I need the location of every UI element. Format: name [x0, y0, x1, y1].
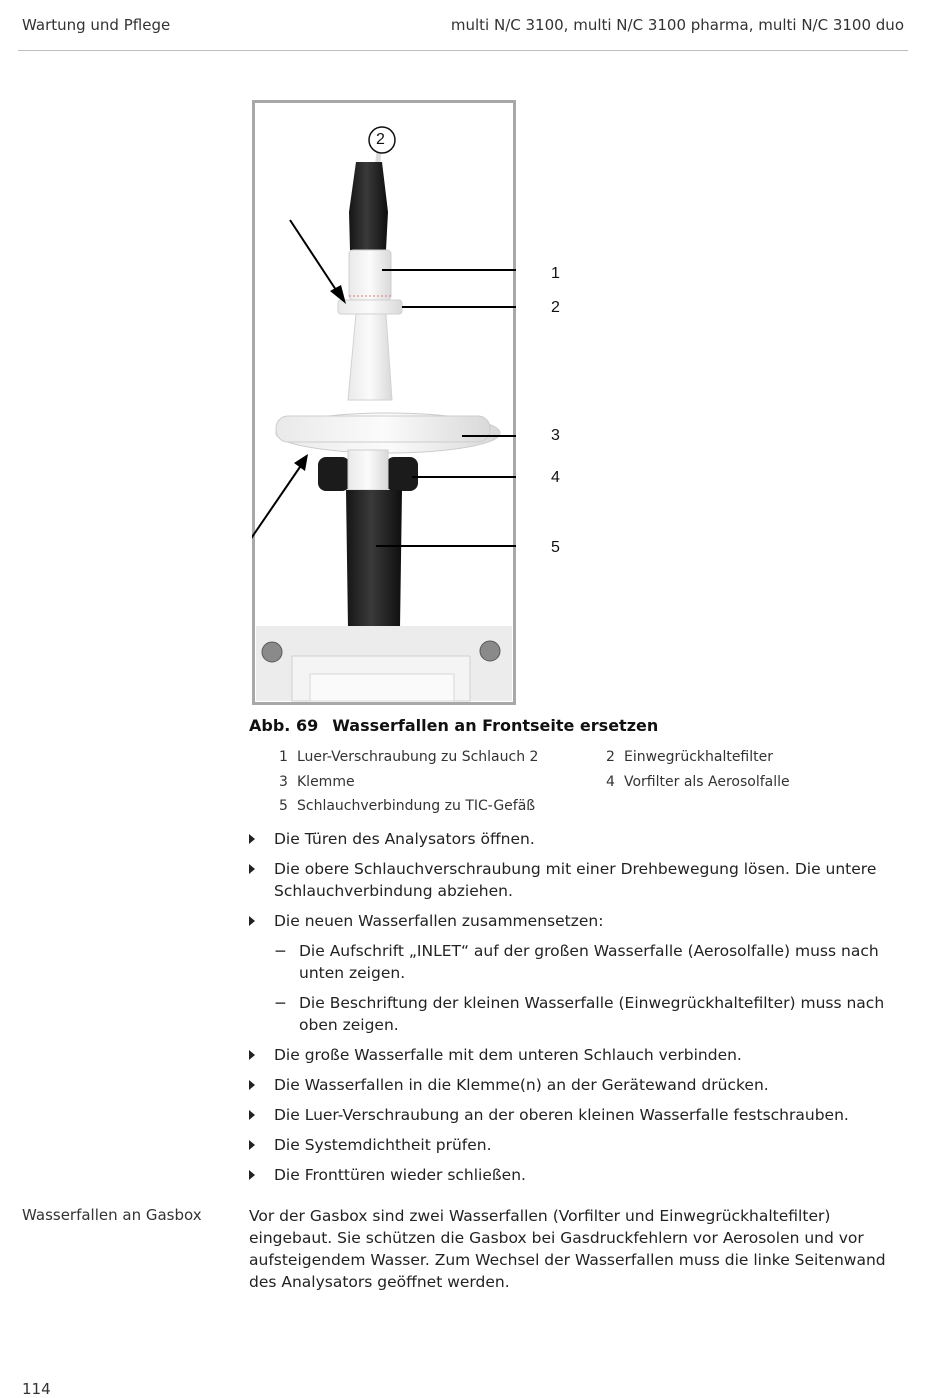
page-number: 114 — [22, 1380, 51, 1398]
caption-title: Wasserfallen an Frontseite ersetzen — [332, 716, 659, 735]
bullet-triangle-icon — [249, 916, 255, 926]
header-divider — [18, 50, 908, 51]
legend-item-3: 3 Klemme — [279, 774, 355, 790]
legend-item-2: 2 Einwegrückhaltefilter — [606, 749, 774, 765]
body-paragraph: Vor der Gasbox sind zwei Wasserfallen (Vorfilter und Einwegrückhaltefilter) eingebaut. Sie schützen die Gasbox bei Gasdruckfehlern vor Aerosolen und vor aufsteigendem Wasser. Zum Wechsel der Wasserfallen muss die linke Seitenwand des Analysators geöffnet werden. — [249, 1207, 886, 1291]
step-item: Die obere Schlauchverschraubung mit einer Drehbewegung lösen. Die untere Schlauchverbindung abziehen. — [249, 858, 909, 902]
running-header-product: multi N/C 3100, multi N/C 3100 pharma, multi N/C 3100 duo — [450, 16, 904, 34]
dash-bullet: − — [274, 994, 287, 1012]
bullet-triangle-icon — [249, 1140, 255, 1150]
callout-2-top: 2 — [376, 131, 385, 148]
substep-item: − Die Beschriftung der kleinen Wasserfalle (Einwegrückhaltefilter) muss nach oben zeigen. — [274, 994, 885, 1034]
callout-4: 4 — [551, 469, 560, 486]
bullet-triangle-icon — [249, 1080, 255, 1090]
bullet-triangle-icon — [249, 1050, 255, 1060]
step-item: Die große Wasserfalle mit dem unteren Schlauch verbinden. — [249, 1044, 909, 1066]
callout-1: 1 — [551, 265, 560, 282]
bullet-triangle-icon — [249, 1170, 255, 1180]
legend-item-5: 5 Schlauchverbindung zu TIC-Gefäß — [279, 798, 536, 814]
substep-item: − Die Aufschrift „INLET“ auf der großen Wasserfalle (Aerosolfalle) muss nach unten zeigen. — [274, 942, 879, 982]
step-item: Die Türen des Analysators öffnen. — [249, 828, 909, 850]
callout-3: 3 — [551, 427, 560, 444]
running-header-section: Wartung und Pflege — [22, 16, 171, 34]
callout-5: 5 — [551, 539, 560, 556]
legend-item-4: 4 Vorfilter als Aerosolfalle — [606, 774, 790, 790]
step-item: Die Wasserfallen in die Klemme(n) an der Gerätewand drücken. — [249, 1074, 909, 1096]
step-item: Die neuen Wasserfallen zusammensetzen: — [249, 910, 909, 932]
step-item: Die Luer-Verschraubung an der oberen kleinen Wasserfalle festschrauben. — [249, 1104, 909, 1126]
caption-number: Abb. 69 — [249, 716, 319, 735]
bullet-triangle-icon — [249, 834, 255, 844]
step-item: Die Systemdichtheit prüfen. — [249, 1134, 909, 1156]
dash-bullet: − — [274, 942, 287, 960]
figure-caption — [249, 716, 658, 735]
step-item: Die Fronttüren wieder schließen. — [249, 1164, 909, 1186]
callout-2: 2 — [551, 299, 560, 316]
water-trap-photo — [252, 100, 516, 705]
bullet-triangle-icon — [249, 1110, 255, 1120]
legend-item-1: 1 Luer-Verschraubung zu Schlauch 2 — [279, 749, 539, 765]
bullet-triangle-icon — [249, 864, 255, 874]
margin-heading: Wasserfallen an Gasbox — [22, 1206, 202, 1224]
